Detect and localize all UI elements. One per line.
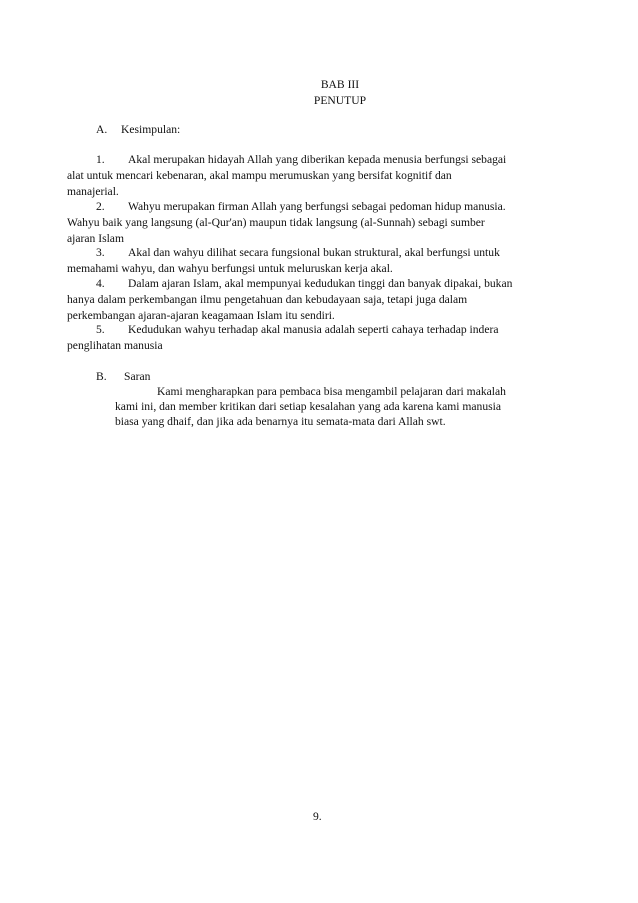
page-number: 9.	[313, 810, 322, 823]
chapter-title: PENUTUP	[313, 94, 367, 107]
item-line: Akal merupakan hidayah Allah yang diberikan kepada menusia berfungsi sebagai	[128, 153, 507, 166]
item-number: 1.	[96, 153, 105, 166]
item-line: manajerial.	[67, 185, 119, 198]
section-b-heading: Saran	[124, 370, 151, 383]
item-line: memahami wahyu, dan wahyu berfungsi untuk meluruskan kerja akal.	[67, 262, 393, 275]
section-b-letter: B.	[96, 370, 107, 383]
section-a-letter: A.	[96, 123, 108, 136]
saran-line: Kami mengharapkan para pembaca bisa mengambil pelajaran dari makalah	[157, 385, 506, 398]
item-line: Dalam ajaran Islam, akal mempunyai kedudukan tinggi dan banyak dipakai, bukan	[128, 277, 513, 290]
item-line: Akal dan wahyu dilihat secara fungsional bukan struktural, akal berfungsi untuk	[128, 246, 500, 259]
item-line: perkembangan ajaran-ajaran keagamaan Islam itu sendiri.	[67, 309, 335, 322]
item-number: 3.	[96, 246, 105, 259]
item-line: Kedudukan wahyu terhadap akal manusia adalah seperti cahaya terhadap indera	[128, 323, 499, 336]
section-a-heading: Kesimpulan:	[121, 123, 181, 136]
item-line: ajaran Islam	[67, 232, 124, 245]
item-line: penglihatan manusia	[67, 339, 163, 352]
saran-line: biasa yang dhaif, dan jika ada benarnya itu semata-mata dari Allah swt.	[115, 415, 446, 428]
saran-line: kami ini, dan member kritikan dari setiap kesalahan yang ada karena kami manusia	[115, 400, 501, 413]
item-line: hanya dalam perkembangan ilmu pengetahuan dan kebudayaan saja, tetapi juga dalam	[67, 293, 468, 306]
item-line: alat untuk mencari kebenaran, akal mampu merumuskan yang bersifat kognitif dan	[67, 169, 452, 182]
chapter-label: BAB III	[320, 78, 360, 91]
item-number: 2.	[96, 200, 105, 213]
item-line: Wahyu baik yang langsung (al-Qur'an) maupun tidak langsung (al-Sunnah) sebagi sumber	[67, 216, 485, 229]
item-number: 5.	[96, 323, 105, 336]
item-line: Wahyu merupakan firman Allah yang berfungsi sebagai pedoman hidup manusia.	[128, 200, 506, 213]
item-number: 4.	[96, 277, 105, 290]
